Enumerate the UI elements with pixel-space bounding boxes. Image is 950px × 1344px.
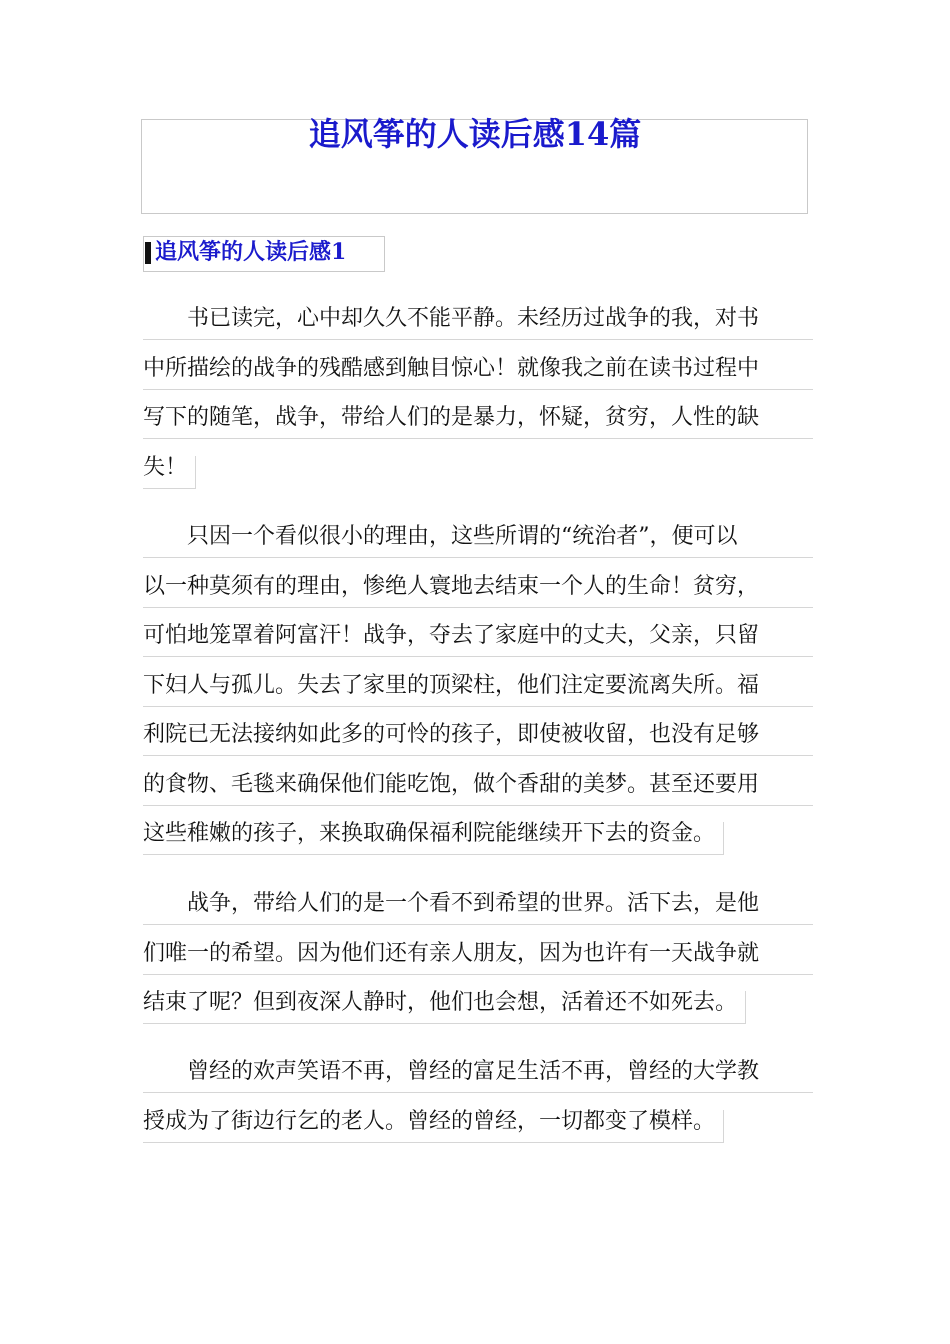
paragraph-1-line: 失！ (143, 454, 188, 480)
paragraph-2-line: 的食物、毛毯来确保他们能吃饱，做个香甜的美梦。甚至还要用 (143, 771, 760, 797)
line-guide (143, 438, 813, 439)
paragraph-4-line: 曾经的欢声笑语不再，曾经的富足生活不再，曾经的大学教 (143, 1059, 760, 1084)
paragraph-3-line: 结束了呢？但到夜深人静时，他们也会想，活着还不如死去。 (143, 990, 738, 1015)
line-guide-end (195, 456, 196, 489)
document-title: 追风筝的人读后感14篇 (308, 115, 642, 153)
line-guide (143, 755, 813, 756)
line-guide-end (723, 822, 724, 855)
section-heading: 追风筝的人读后感1 (155, 239, 347, 265)
line-guide (143, 607, 813, 608)
line-guide (143, 656, 813, 657)
line-guide (143, 488, 195, 489)
heading-marker (145, 242, 151, 264)
line-guide (143, 805, 813, 806)
line-guide (143, 1092, 813, 1093)
line-guide (143, 706, 813, 707)
line-guide (143, 974, 813, 975)
line-guide (143, 339, 813, 340)
paragraph-2-line: 利院已无法接纳如此多的可怜的孩子，即使被收留，也没有足够 (143, 722, 760, 747)
paragraph-2-line: 这些稚嫩的孩子，来换取确保福利院能继续开下去的资金。 (143, 821, 716, 846)
line-guide-end (745, 991, 746, 1024)
paragraph-4-line: 授成为了街边行乞的老人。曾经的曾经，一切都变了模样。 (143, 1108, 716, 1134)
line-guide (143, 389, 813, 390)
paragraph-2-line: 以一种莫须有的理由，惨绝人寰地去结束一个人的生命！贫穷， (143, 573, 760, 599)
paragraph-2-line: 可怕地笼罩着阿富汗！战争，夺去了家庭中的丈夫，父亲，只留 (143, 623, 760, 648)
paragraph-1-line: 中所描绘的战争的残酷感到触目惊心！就像我之前在读书过程中 (143, 355, 760, 381)
line-guide (143, 1023, 745, 1024)
paragraph-3-line: 们唯一的希望。因为他们还有亲人朋友，因为也许有一天战争就 (143, 940, 760, 966)
paragraph-1-line: 写下的随笔，战争，带给人们的是暴力，怀疑，贫穷，人性的缺 (143, 405, 760, 430)
paragraph-2-line: 只因一个看似很小的理由，这些所谓的“统治者”，便可以 (143, 524, 738, 549)
paragraph-2-line: 下妇人与孤儿。失去了家里的顶梁柱，他们注定要流离失所。福 (143, 672, 760, 698)
line-guide (143, 854, 723, 855)
paragraph-1-line: 书已读完，心中却久久不能平静。未经历过战争的我，对书 (143, 306, 760, 331)
line-guide (143, 557, 813, 558)
line-guide (143, 1142, 723, 1143)
line-guide-end (723, 1110, 724, 1143)
line-guide (143, 924, 813, 925)
paragraph-3-line: 战争，带给人们的是一个看不到希望的世界。活下去，是他 (143, 891, 760, 916)
